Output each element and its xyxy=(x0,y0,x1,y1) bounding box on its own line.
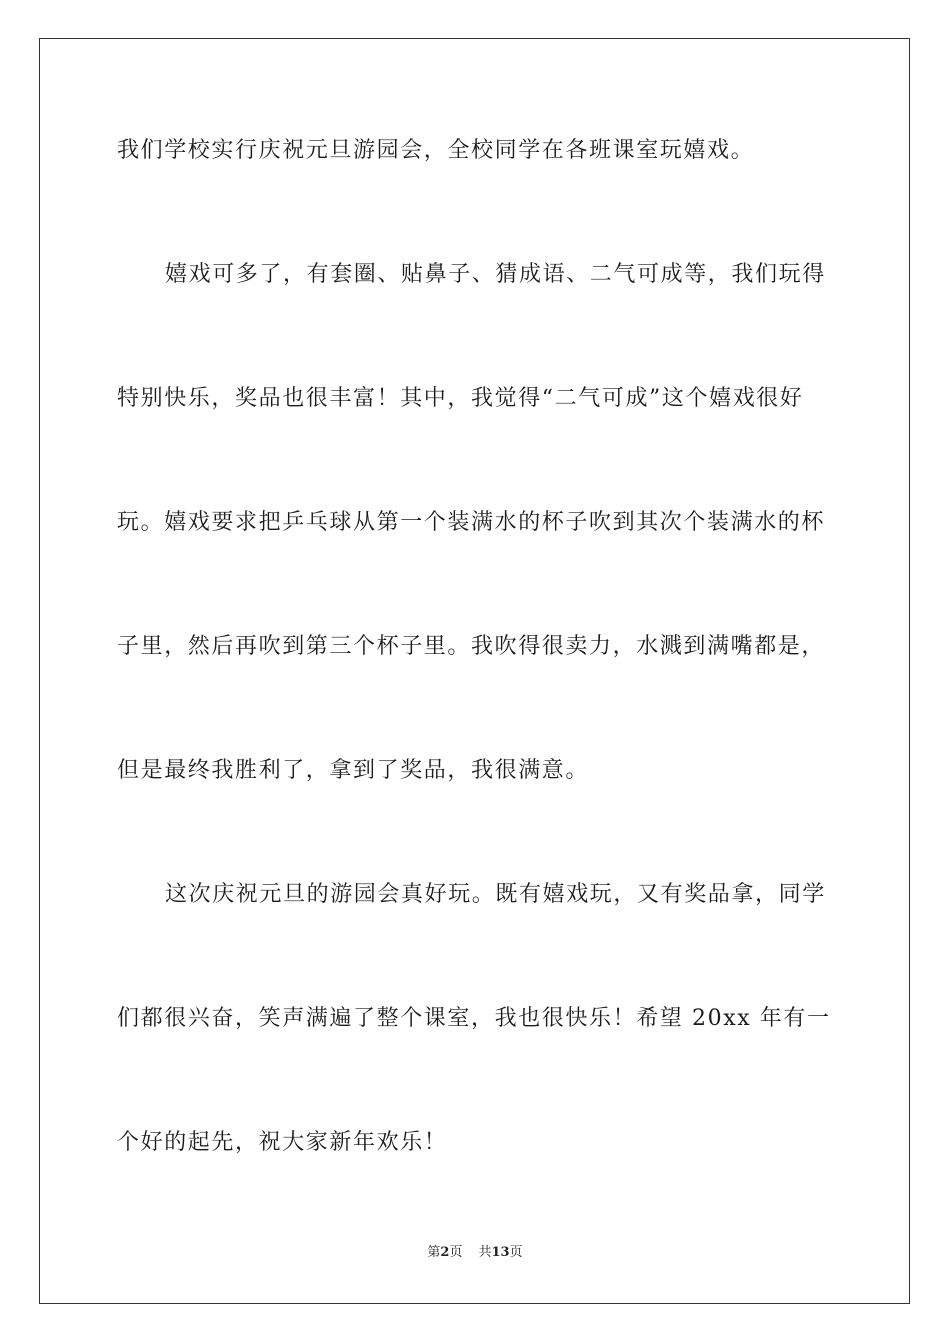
text-line-1: 我们学校实行庆祝元旦游园会，全校同学在各班课室玩嬉戏。 xyxy=(117,138,755,163)
total-pages: 13 xyxy=(491,1245,510,1260)
text-line-8: 们都很兴奋，笑声满遍了整个课室，我也很快乐！希望 20xx 年有一 xyxy=(117,1006,831,1031)
total-prefix: 共 xyxy=(478,1245,492,1260)
text-line-5: 子里，然后再吹到第三个杯子里。我吹得很卖力，水溅到满嘴都是， xyxy=(117,634,826,659)
text-line-2: 嬉戏可多了，有套圈、贴鼻子、猜成语、二气可成等，我们玩得 xyxy=(165,262,826,287)
text-line-9: 个好的起先，祝大家新年欢乐！ xyxy=(117,1130,448,1155)
page-footer xyxy=(0,1244,950,1262)
page-prefix: 第 xyxy=(427,1245,441,1260)
text-line-7: 这次庆祝元旦的游园会真好玩。既有嬉戏玩，又有奖品拿，同学 xyxy=(165,882,826,907)
total-suffix: 页 xyxy=(509,1245,523,1260)
text-line-6: 但是最终我胜利了，拿到了奖品，我很满意。 xyxy=(117,758,590,783)
page-suffix: 页 xyxy=(449,1245,463,1260)
text-line-3: 特别快乐，奖品也很丰富！其中，我觉得“二气可成”这个嬉戏很好 xyxy=(117,386,804,411)
page-border xyxy=(39,38,910,1304)
page-number: 2 xyxy=(440,1245,450,1260)
text-line-4: 玩。嬉戏要求把乒乓球从第一个装满水的杯子吹到其次个装满水的杯 xyxy=(117,510,826,535)
